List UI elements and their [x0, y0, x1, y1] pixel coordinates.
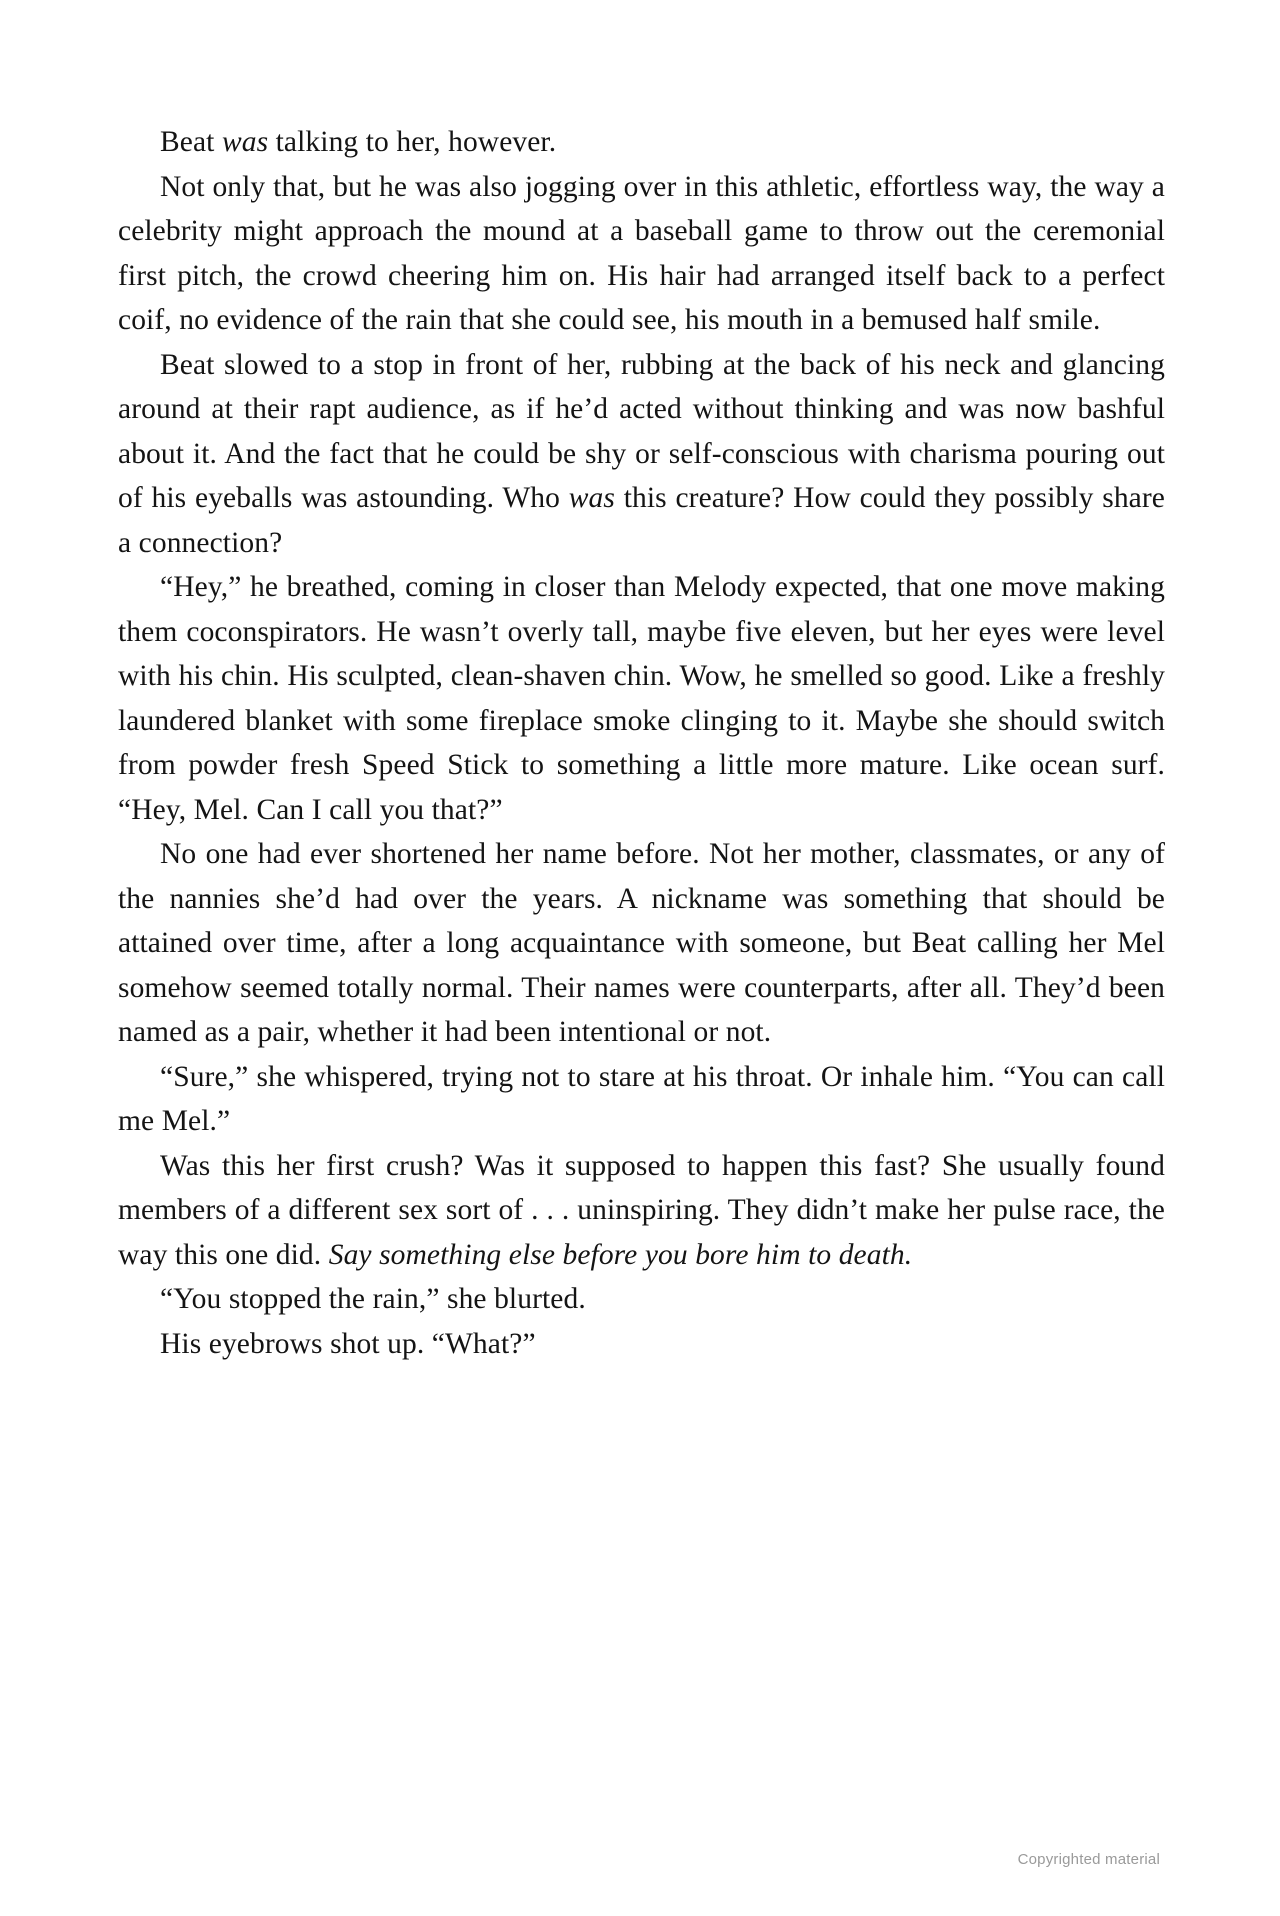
- paragraph-text: “You stopped the rain,” she blurted.: [160, 1283, 586, 1315]
- body-paragraph: [118, 165, 1165, 343]
- paragraph-text: Beat slowed to a stop in front of her, rubbing at the back of his neck and glancing around at their rapt audience, as if he’d acted without thinking and was now bashful about it. And the fact that he could be shy or self-conscious with charisma pouring out of his eyeballs was astounding. Who: [118, 348, 1165, 514]
- paragraph-text: His eyebrows shot up. “What?”: [160, 1327, 536, 1360]
- paragraph-text: talking to her, however.: [268, 126, 557, 158]
- paragraph-text: Beat: [160, 126, 222, 158]
- body-paragraph: [118, 120, 1165, 165]
- body-paragraph: [118, 565, 1165, 832]
- body-paragraph: [118, 343, 1165, 566]
- emphasis-text: was: [221, 126, 269, 158]
- body-paragraph: [118, 1055, 1165, 1144]
- emphasis-text: was: [568, 482, 615, 514]
- paragraph-text: No one had ever shortened her name before. Not her mother, classmates, or any of the nannies she’d had over the years. A nickname was something that should be attained over time, after a long acquaintance with someone, but Beat calling her Mel somehow seemed totally normal. Their names were counterparts, after all. They’d been named as a pair, whether it had been intentional or not.: [118, 838, 1165, 1048]
- copyright-notice: Copyrighted material: [1017, 1851, 1160, 1868]
- body-paragraph: [118, 1277, 1165, 1322]
- paragraph-text: this creature? How could they possibly share a connection?: [118, 482, 1165, 559]
- body-paragraph: [118, 1144, 1165, 1278]
- body-paragraph: [118, 832, 1165, 1055]
- body-paragraph: [118, 1322, 1165, 1367]
- paragraph-text: Not only that, but he was also jogging over in this athletic, effortless way, the way a celebrity might approach the mound at a baseball game to throw out the ceremonial first pitch, the crowd cheering him on. His hair had arranged itself back to a perfect coif, no evidence of the rain that she could see, his mouth in a bemused half smile.: [118, 170, 1165, 336]
- emphasis-text: Say something else before you bore him to death.: [328, 1238, 913, 1271]
- body-text-column: [118, 120, 1165, 1366]
- paragraph-text: “Sure,” she whispered, trying not to stare at his throat. Or inhale him. “You can call me Mel.”: [118, 1060, 1165, 1137]
- paragraph-text: Was this her first crush? Was it supposed to happen this fast? She usually found members of a different sex sort of . . . uninspiring. They didn’t make her pulse race, the way this one did.: [118, 1149, 1165, 1271]
- paragraph-text: “Hey,” he breathed, coming in closer than Melody expected, that one move making them coconspirators. He wasn’t overly tall, maybe five eleven, but her eyes were level with his chin. His sculpted, clean-shaven chin. Wow, he smelled so good. Like a freshly laundered blanket with some fireplace smoke clinging to it. Maybe she should switch from powder fresh Speed Stick to something a little more mature. Like ocean surf. “Hey, Mel. Can I call you that?”: [118, 571, 1165, 826]
